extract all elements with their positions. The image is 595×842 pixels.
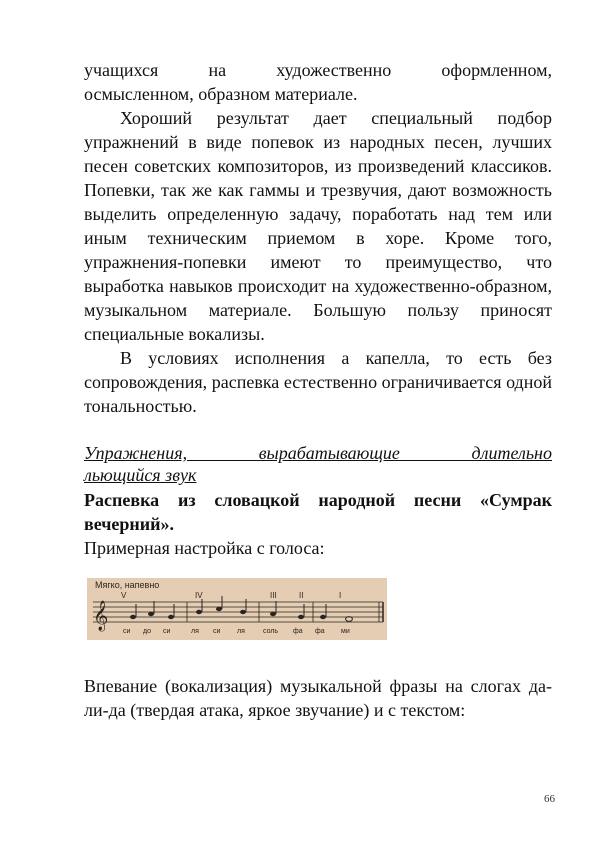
paragraph-2: Хороший результат дает специальный подбор упражнений в виде попевок из народных песен, лучших песен советских композиторов, из произведений классиков. Попевки, так же как гаммы и трезвучия, дают возможность выделить определенную задачу, поработать над тем или иным техническим приемом в хоре. Кроме того, упражнения-попевки имеют то преимущество, что выработка навыков происходит на художественно-образном, музыкальном материале. Большую пользу приносят специальные вокализы. [84,108,552,344]
paragraph-after-music: Впевание (вокализация) музыкальной фразы на слогах да-ли-да (твердая атака, яркое звучание) и с текстом: [84,676,552,720]
note-syllable: до [143,628,151,635]
section-subtitle-line-1: Упражнения, вырабатывающие длительно [84,443,552,463]
scale-degree-label: IV [195,591,203,600]
scale-degree-label: I [339,591,342,600]
note-syllable: си [213,628,221,635]
note-syllable: фа [315,628,325,635]
page-content [84,58,552,722]
scale-degree-label: II [299,591,304,600]
note-syllable: соль [263,628,279,635]
exercise-intro: Примерная настройка с голоса: [84,538,325,558]
note-syllable: ля [191,628,199,635]
note-syllable: си [123,628,131,635]
note-syllable: ми [341,628,350,635]
paragraph-1-line-2: осмысленном, образном материале. [84,84,358,104]
section-subtitle-line-2: льющийся звук [84,465,197,485]
treble-clef-icon: 𝄞 [93,601,109,631]
paragraph-3: В условиях исполнения а капелла, то есть без сопровождения, распевка естественно ограничивается одной тональностью. [84,348,552,416]
music-tempo-marking: Мягко, напевно [95,580,160,590]
music-notation-image [87,578,387,640]
scale-degree-label: III [270,591,277,600]
scale-degree-label: V [121,591,127,600]
note-syllable: си [163,628,171,635]
note-syllable: ля [237,628,245,635]
exercise-heading: Распевка из словацкой народной песни «Сумрак вечерний». [84,490,552,534]
paragraph-1-line-1: учащихся на художественно оформленном, [84,60,552,80]
section-subtitle [84,442,552,486]
page-number: 66 [544,793,555,805]
note-syllable: фа [293,628,303,635]
